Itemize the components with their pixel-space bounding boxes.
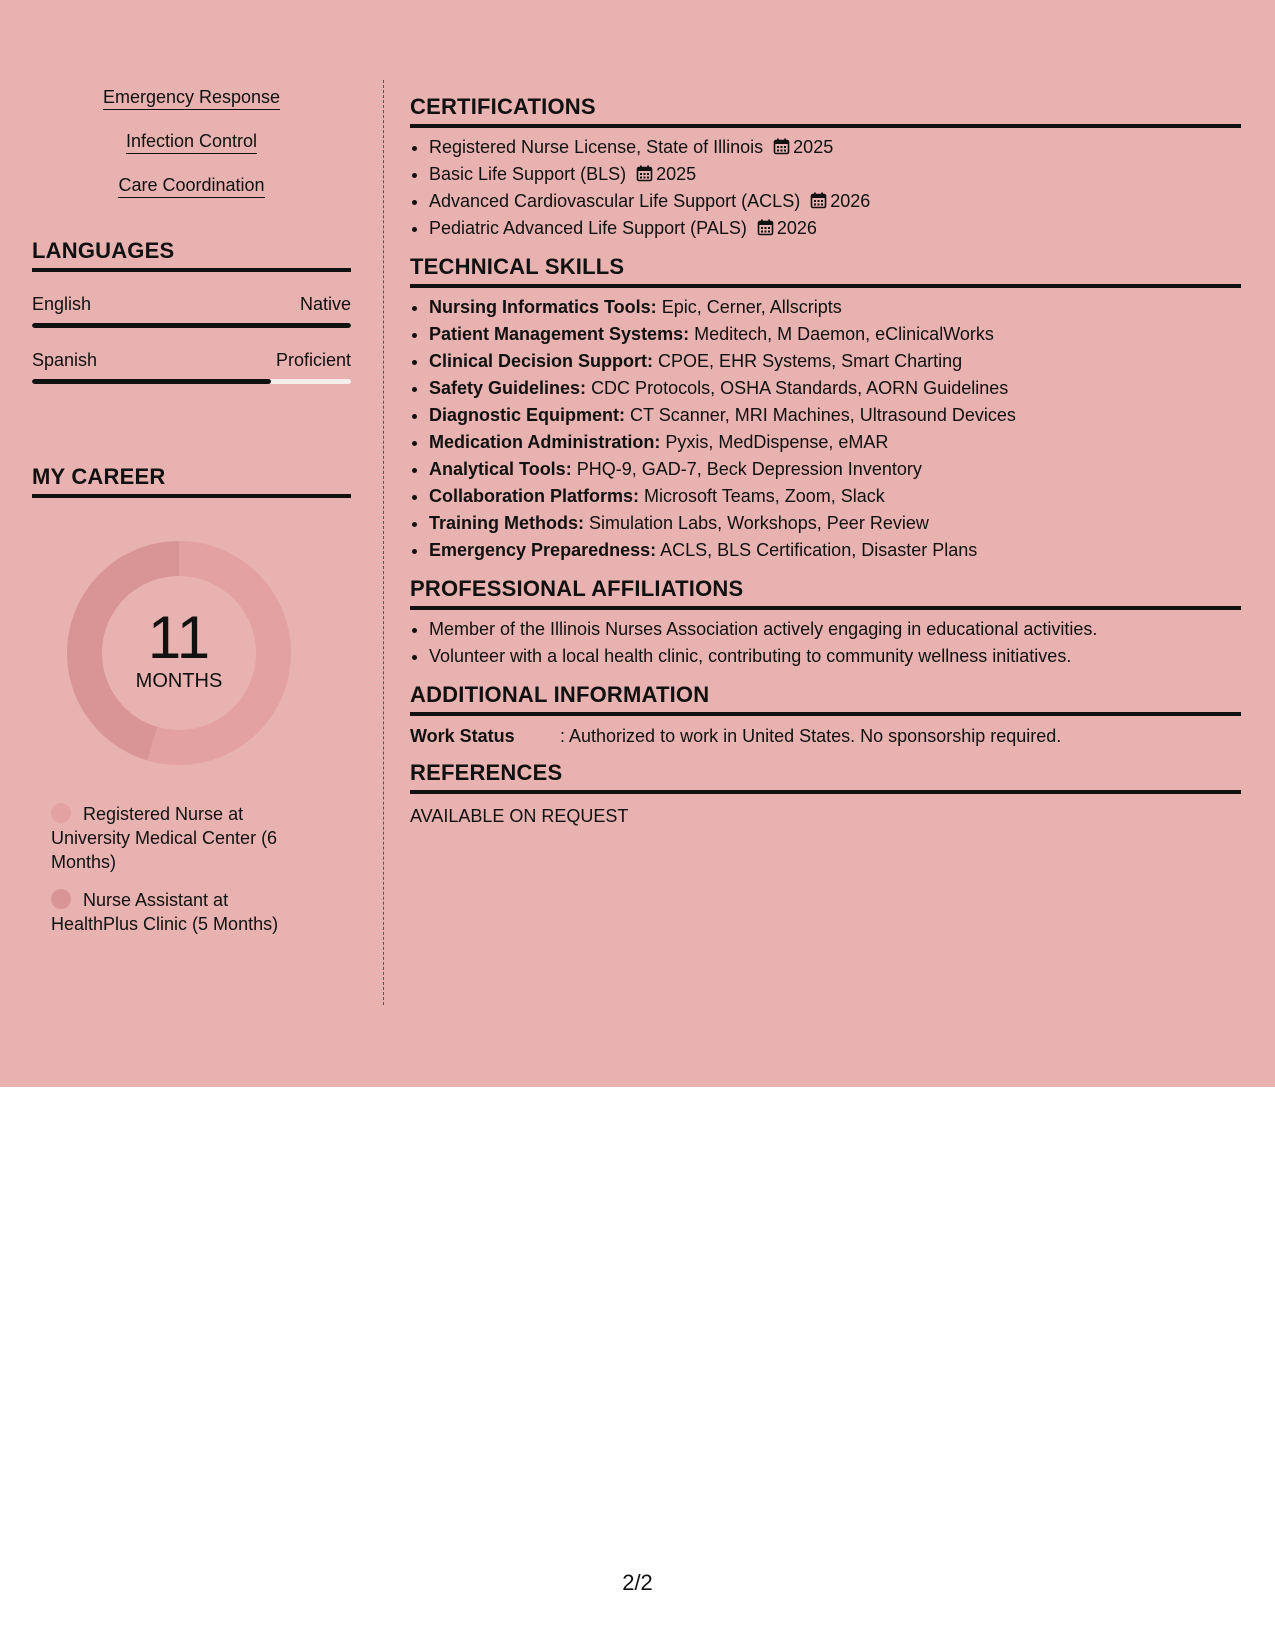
language-bar <box>32 323 351 328</box>
work-status-value: : Authorized to work in United States. No sponsorship required. <box>560 726 1062 746</box>
skill-values: ACLS, BLS Certification, Disaster Plans <box>660 540 978 560</box>
skill-values: PHQ-9, GAD-7, Beck Depression Inventory <box>576 459 922 479</box>
technical-skill-item <box>429 483 1241 510</box>
column-divider <box>383 80 384 1005</box>
skill-values: Meditech, M Daemon, eClinicalWorks <box>694 324 994 344</box>
technical-skills-list <box>410 294 1241 564</box>
certification-item <box>429 215 1241 242</box>
legend-label: Registered Nurse at University Medical Center (6 Months) <box>51 804 278 872</box>
calendar-icon <box>636 163 653 180</box>
skills-list <box>32 86 351 218</box>
technical-skill-item <box>429 510 1241 537</box>
affiliations-section <box>410 576 1241 670</box>
skill-tag: Infection Control <box>126 130 257 154</box>
certification-name: Advanced Cardiovascular Life Support (ACLS) <box>429 191 801 211</box>
certifications-section <box>410 94 1241 242</box>
technical-skills-heading: TECHNICAL SKILLS <box>410 254 1241 288</box>
right-column <box>410 94 1241 828</box>
additional-info-heading: ADDITIONAL INFORMATION <box>410 682 1241 716</box>
calendar-icon <box>810 190 827 207</box>
skill-values: Microsoft Teams, Zoom, Slack <box>644 486 885 506</box>
certification-name: Basic Life Support (BLS) <box>429 164 627 184</box>
affiliation-item: • Member of the Illinois Nurses Association actively engaging in educational activities. <box>429 616 1241 643</box>
skill-category: Emergency Preparedness: <box>429 540 657 560</box>
affiliation-item: • Volunteer with a local health clinic, contributing to community wellness initiatives. <box>429 643 1241 670</box>
skill-values: CT Scanner, MRI Machines, Ultrasound Devices <box>630 405 1016 425</box>
language-item <box>32 293 351 328</box>
skill-category: Collaboration Platforms: <box>429 486 640 506</box>
skill-values: Epic, Cerner, Allscripts <box>661 297 842 317</box>
calendar-icon <box>757 217 774 234</box>
language-bar-fill <box>32 379 271 384</box>
languages-heading: LANGUAGES <box>32 238 351 272</box>
career-heading: MY CAREER <box>32 464 351 498</box>
technical-skill-item <box>429 321 1241 348</box>
certification-year: 2025 <box>656 164 697 184</box>
work-status-row <box>410 724 1241 748</box>
career-total: 11 <box>147 604 211 671</box>
skill-tag: Care Coordination <box>118 174 264 198</box>
legend-item <box>51 888 311 936</box>
certifications-list <box>410 134 1241 242</box>
calendar-icon <box>773 136 790 153</box>
language-bar-fill <box>32 323 351 328</box>
additional-info-section <box>410 682 1241 748</box>
skill-category: Analytical Tools: <box>429 459 572 479</box>
technical-skill-item <box>429 537 1241 564</box>
career-donut <box>66 540 292 766</box>
donut-center <box>66 540 292 766</box>
technical-skills-section <box>410 254 1241 564</box>
certification-year: 2025 <box>793 137 834 157</box>
language-bar <box>32 379 351 384</box>
career-legend <box>51 802 311 936</box>
skill-values: CPOE, EHR Systems, Smart Charting <box>658 351 963 371</box>
skill-tag: Emergency Response <box>103 86 280 110</box>
skill-values: Simulation Labs, Workshops, Peer Review <box>589 513 929 533</box>
skill-values: Pyxis, MedDispense, eMAR <box>665 432 889 452</box>
language-item <box>32 349 351 384</box>
technical-skill-item <box>429 375 1241 402</box>
certifications-heading: CERTIFICATIONS <box>410 94 1241 128</box>
certification-name: Registered Nurse License, State of Illinois <box>429 137 764 157</box>
technical-skill-item <box>429 429 1241 456</box>
technical-skill-item <box>429 294 1241 321</box>
technical-skill-item <box>429 456 1241 483</box>
affiliations-heading: PROFESSIONAL AFFILIATIONS <box>410 576 1241 610</box>
language-level: Proficient <box>275 350 351 370</box>
legend-dot <box>51 803 71 823</box>
language-name: English <box>32 294 92 314</box>
page-number: 2/2 <box>622 1570 653 1595</box>
references-text: AVAILABLE ON REQUEST <box>410 806 629 826</box>
skill-category: Nursing Informatics Tools: <box>429 297 657 317</box>
references-heading: REFERENCES <box>410 760 1241 794</box>
language-name: Spanish <box>32 350 98 370</box>
certification-year: 2026 <box>776 218 817 238</box>
left-column <box>32 86 351 950</box>
skill-category: Safety Guidelines: <box>429 378 587 398</box>
certification-item <box>429 161 1241 188</box>
work-status-label: Work Status <box>410 726 515 746</box>
career-unit: MONTHS <box>135 670 223 692</box>
certification-year: 2026 <box>830 191 871 211</box>
skill-category: Training Methods: <box>429 513 584 533</box>
legend-dot <box>51 889 71 909</box>
skill-category: Clinical Decision Support: <box>429 351 654 371</box>
language-level: Native <box>299 294 351 314</box>
legend-item <box>51 802 311 874</box>
skill-values: CDC Protocols, OSHA Standards, AORN Guidelines <box>591 378 1009 398</box>
skill-category: Patient Management Systems: <box>429 324 690 344</box>
technical-skill-item <box>429 348 1241 375</box>
skill-category: Medication Administration: <box>429 432 661 452</box>
legend-label: Nurse Assistant at HealthPlus Clinic (5 Months) <box>51 890 279 934</box>
affiliations-list <box>410 616 1241 670</box>
certification-item <box>429 134 1241 161</box>
certification-item <box>429 188 1241 215</box>
references-section <box>410 760 1241 828</box>
certification-name: Pediatric Advanced Life Support (PALS) <box>429 218 747 238</box>
technical-skill-item <box>429 402 1241 429</box>
skill-category: Diagnostic Equipment: <box>429 405 626 425</box>
